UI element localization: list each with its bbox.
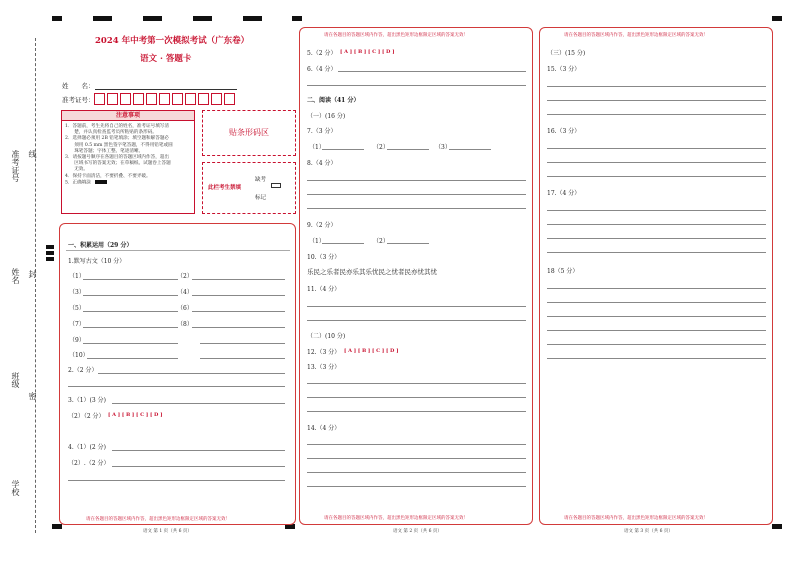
- answer-line[interactable]: [307, 411, 526, 412]
- binding-dashed-line: [35, 38, 36, 533]
- absent-label: 此栏考生禁填: [208, 185, 242, 191]
- registration-mark: [772, 524, 782, 529]
- answer-warning: 请在各题目的答题区域内作答，超出黑色矩形边框限定区域的答案无效！: [564, 33, 708, 38]
- choice-options[interactable]: [ A ] [ B ] [ C ] [ D ]: [340, 49, 395, 55]
- barcode-area: [202, 110, 296, 156]
- answer-line[interactable]: [112, 466, 285, 467]
- notice-item: 无效。: [65, 167, 88, 173]
- reading-part-2: （二）(10 分): [307, 333, 346, 340]
- blank-label: （6）: [177, 305, 193, 312]
- answer-line[interactable]: [307, 180, 526, 181]
- question-15: 15.（3 分）: [547, 66, 581, 73]
- question-3-2: （2）（2 分）: [68, 413, 105, 420]
- answer-line[interactable]: [547, 114, 766, 115]
- notice-item: 5．正确填涂: [65, 180, 91, 186]
- registration-mark: [292, 16, 302, 21]
- answer-line[interactable]: [322, 243, 364, 244]
- answer-warning: 请在各题目的答题区域内作答，超出黑色矩形边框限定区域的答案无效！: [86, 517, 230, 522]
- answer-line[interactable]: [547, 344, 766, 345]
- notice-item: 1．答题前，考生先将自己的姓名，准考证号填写清: [65, 124, 169, 129]
- answer-line[interactable]: [307, 472, 526, 473]
- answer-line[interactable]: [547, 302, 766, 303]
- answer-line[interactable]: [83, 279, 178, 280]
- binding-secret: 密: [28, 392, 37, 400]
- blank-label: （1）: [69, 273, 85, 280]
- question-11: 11.（4 分）: [307, 286, 341, 293]
- answer-line[interactable]: [547, 252, 766, 253]
- answer-line[interactable]: [87, 358, 178, 359]
- answer-line[interactable]: [307, 208, 526, 209]
- name-label: 姓 名：: [62, 82, 95, 90]
- notice-item: 3．请按题号顺序在各题目的答题区域内作答，超出: [65, 155, 169, 161]
- exam-no-label: 准考证号：: [62, 96, 95, 104]
- answer-line[interactable]: [547, 238, 766, 239]
- answer-line[interactable]: [338, 71, 526, 72]
- question-4-1: 4.（1）(2 分): [68, 444, 106, 451]
- blank-label: （2）: [373, 238, 389, 245]
- question-1: 1.默写古文（10 分）: [68, 258, 126, 265]
- answer-line[interactable]: [307, 444, 526, 445]
- notice-item: 区域书写的答案无效；在草稿纸、试题卷上答题: [65, 161, 171, 167]
- answer-warning: 请在各题目的答题区域内作答，超出黑色矩形边框限定区域的答案无效！: [324, 516, 468, 521]
- binding-class: 班级: [11, 372, 20, 388]
- blank-label: （3）: [69, 289, 85, 296]
- answer-line[interactable]: [547, 100, 766, 101]
- answer-line[interactable]: [547, 224, 766, 225]
- choice-options[interactable]: [ A ] [ B ] [ C ] [ D ]: [108, 412, 163, 418]
- question-2: 2.（2 分）: [68, 367, 98, 374]
- answer-line[interactable]: [83, 311, 178, 312]
- blank-label: （4）: [177, 289, 193, 296]
- answer-box-1: [59, 223, 296, 525]
- answer-box-2: [299, 27, 533, 525]
- question-3-1: 3.（1）(3 分): [68, 397, 106, 404]
- question-16: 16.（3 分）: [547, 128, 581, 135]
- registration-mark: [46, 257, 54, 261]
- answer-line[interactable]: [307, 85, 526, 86]
- answer-line[interactable]: [307, 306, 526, 307]
- answer-warning: 请在各题目的答题区域内作答，超出黑色矩形边框限定区域的答案无效！: [324, 33, 468, 38]
- blank-label: （1）: [309, 144, 325, 151]
- answer-line[interactable]: [307, 486, 526, 487]
- registration-mark: [243, 16, 262, 21]
- section-heading: 一、积累运用（29 分）: [68, 242, 133, 249]
- answer-line[interactable]: [547, 176, 766, 177]
- question-5: 5.（2 分）: [307, 50, 337, 57]
- registration-mark: [52, 524, 62, 529]
- answer-line[interactable]: [200, 358, 285, 359]
- reading-part-3: （三）(15 分): [547, 50, 586, 57]
- notice-item: 4．保持卡面清洁，不要折叠、不要弄破。: [65, 173, 151, 179]
- page-footer: 语文 第 2 页（共 6 页）: [393, 529, 442, 534]
- barcode-label: 贴条形码区: [229, 128, 269, 137]
- section-heading: 二、阅读（41 分）: [307, 97, 360, 104]
- notice-item: 2．选择题必须用 2B 铅笔填涂；填空题和解答题必: [65, 136, 170, 142]
- notice-title: 注意事项: [62, 111, 194, 121]
- question-14: 14.（4 分）: [307, 425, 341, 432]
- answer-line[interactable]: [192, 327, 285, 328]
- page-footer: 语文 第 1 页（共 6 页）: [143, 529, 192, 534]
- answer-line[interactable]: [307, 320, 526, 321]
- answer-line[interactable]: [547, 316, 766, 317]
- question-8: 8.（4 分）: [307, 160, 337, 167]
- blank-label: （5）: [69, 305, 85, 312]
- answer-line[interactable]: [547, 358, 766, 359]
- absent-box: [202, 162, 296, 214]
- answer-line[interactable]: [547, 86, 766, 87]
- question-13: 13.（3 分）: [307, 364, 341, 371]
- answer-line[interactable]: [192, 295, 285, 296]
- answer-line[interactable]: [83, 343, 178, 344]
- answer-line[interactable]: [112, 450, 285, 451]
- question-9: 9.（2 分）: [307, 222, 337, 229]
- blank-label: （1）: [309, 238, 325, 245]
- answer-line[interactable]: [547, 162, 766, 163]
- registration-mark: [46, 251, 54, 255]
- blank-label: （2）: [177, 273, 193, 280]
- answer-line[interactable]: [307, 383, 526, 384]
- blank-label: （10）: [69, 352, 89, 359]
- absent-flag: 标记: [255, 195, 267, 201]
- binding-seal: 封: [28, 270, 37, 278]
- question-10-text: 乐民之乐者民亦乐其乐忧民之忧者民亦忧其忧: [307, 268, 437, 276]
- answer-line[interactable]: [547, 330, 766, 331]
- notice-item: 楚，并认真检查监考员所粘贴的条形码。: [65, 130, 157, 136]
- answer-line[interactable]: [449, 149, 491, 150]
- answer-line[interactable]: [307, 458, 526, 459]
- answer-line[interactable]: [547, 288, 766, 289]
- section-divider: [66, 250, 290, 251]
- binding-school: 学校: [11, 480, 20, 496]
- name-field[interactable]: [95, 89, 237, 90]
- registration-mark: [46, 245, 54, 249]
- notice-item: 珠笔答题；字体工整、笔迹清晰。: [65, 148, 144, 154]
- page-footer: 语文 第 3 页（共 6 页）: [624, 529, 673, 534]
- question-17: 17.（4 分）: [547, 190, 581, 197]
- question-18: 18（5 分）: [547, 268, 579, 275]
- answer-line[interactable]: [68, 480, 285, 481]
- notice-item: 须用 0.5 mm 黑色签字笔答题，不得用铅笔或圆: [65, 142, 173, 148]
- registration-mark: [52, 16, 62, 21]
- answer-line[interactable]: [83, 327, 178, 328]
- registration-mark: [143, 16, 162, 21]
- blank-label: （2）: [373, 144, 389, 151]
- answer-line[interactable]: [387, 243, 429, 244]
- page-title: 2024 年中考第一次模拟考试（广东卷）: [95, 36, 250, 46]
- answer-line[interactable]: [307, 194, 526, 195]
- page-subtitle: 语文 · 答题卡: [140, 54, 192, 64]
- answer-line[interactable]: [387, 149, 429, 150]
- answer-line[interactable]: [192, 311, 285, 312]
- registration-mark: [93, 16, 112, 21]
- blank-label: （8）: [177, 321, 193, 328]
- blank-label: （9）: [69, 337, 85, 344]
- choice-options[interactable]: [ A ] [ B ] [ C ] [ D ]: [344, 348, 399, 354]
- question-4-2: （2）.（2 分）: [68, 460, 110, 467]
- notice-box: [61, 110, 195, 214]
- binding-line: 线: [28, 150, 37, 158]
- answer-line[interactable]: [112, 403, 285, 404]
- question-12: 12.（3 分）: [307, 349, 341, 356]
- question-10: 10.（3 分）: [307, 254, 341, 261]
- answer-line[interactable]: [200, 343, 285, 344]
- registration-mark: [193, 16, 212, 21]
- reading-part-1: （一）(16 分): [307, 113, 346, 120]
- answer-line[interactable]: [83, 295, 178, 296]
- answer-line[interactable]: [322, 149, 364, 150]
- answer-line[interactable]: [68, 386, 285, 387]
- binding-exam-no: 准考证号: [11, 150, 20, 182]
- filled-sample-icon: [95, 180, 107, 184]
- answer-line[interactable]: [192, 279, 285, 280]
- absent-flag: 缺考: [255, 177, 267, 183]
- answer-box-3: [539, 27, 773, 525]
- answer-line[interactable]: [547, 210, 766, 211]
- question-7: 7.（3 分）: [307, 128, 337, 135]
- answer-warning: 请在各题目的答题区域内作答，超出黑色矩形边框限定区域的答案无效！: [564, 516, 708, 521]
- registration-mark: [772, 16, 782, 21]
- absent-checkbox[interactable]: [271, 183, 281, 188]
- answer-line[interactable]: [547, 148, 766, 149]
- binding-name: 姓名: [11, 268, 20, 284]
- blank-label: （7）: [69, 321, 85, 328]
- answer-line[interactable]: [307, 397, 526, 398]
- answer-line[interactable]: [98, 373, 285, 374]
- blank-label: （3）: [435, 144, 451, 151]
- question-6: 6.（4 分）: [307, 66, 337, 73]
